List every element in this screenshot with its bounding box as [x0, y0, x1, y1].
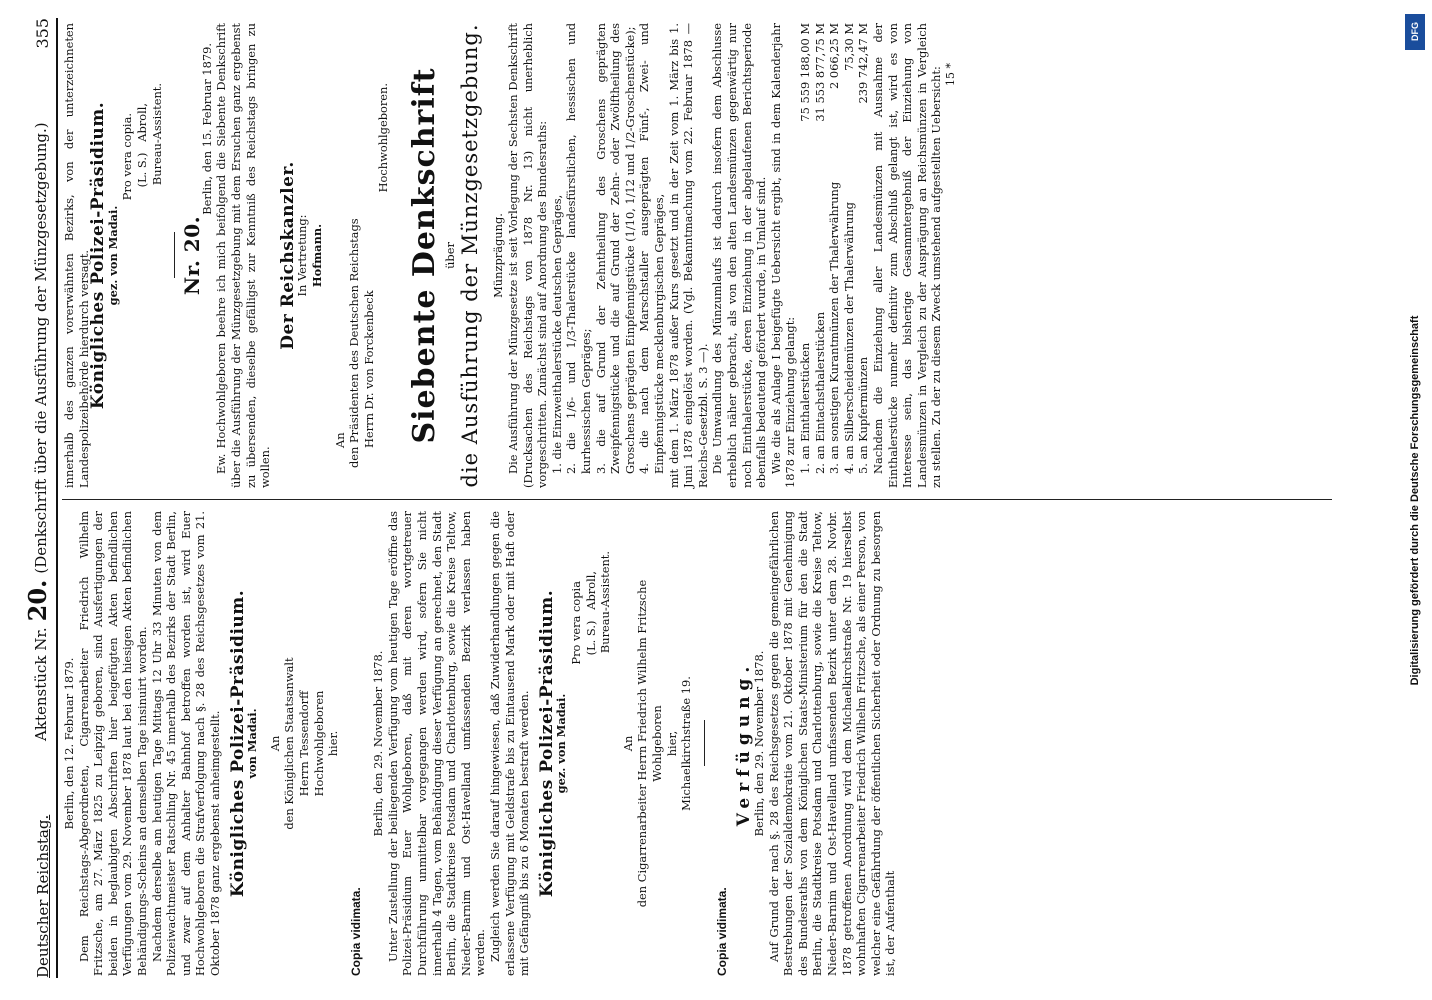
paragraph: Unter Zustellung der beiliegenden Verfügung vom heutigen Tage eröffne das Polizei-Präsidium Euer Wohlgeboren, daß mit deren wortgetreuer Durchführung unmittelbar vorgegangen werden wird, sofern Sie nicht innerhalb 4 Tagen, vom Behändigung dieser Verfügung an gerechnet, den Stadt Berlin, die Stadtkreise Potsdam und Charlottenburg, sowie die Kreise Teltow, Nieder-Barnim und Ost-Havelland umfassenden Bezirk verlassen haben werden. — [385, 511, 488, 976]
page-header — [18, 18, 58, 978]
header-center-suffix: (Denkschrift über die Ausführung der Münzgesetzgebung.) — [32, 122, 50, 574]
date-line: Berlin, den 29. November 1878. — [371, 650, 386, 837]
amount-value: 239 742,47 M — [856, 23, 871, 104]
paragraph: Dem Reichstags-Abgeordneten, Cigarrenarbeiter Friedrich Wilhelm Fritzsche, am 27. März 1825 zu Leipzig geboren, sind Ausfertigungen der beiden in beglaubigten Abschriften hier beigefügten Akten befindlichen Verfügungen vom 29. November 1878 laut bei den hiesigen Akten befindlichen Behändigungs-Scheins an demselben Tage insinuirt worden. — [76, 511, 149, 976]
paragraph: Die Umwandlung des Münzumlaufs ist dadurch insofern dem Abschlusse erheblich näher gebracht, als von den alten Landesmünzen gegenwärtig nur noch Einthalerstücke, deren Einziehung in der abgelaufenen Berichtsperiode ebenfalls bedeutend gefördert wurde, in Umlauf sind. — [710, 23, 769, 488]
dfg-credit-text: Digitalisierung gefördert durch die Deutsche Forschungsgemeinschaft — [1409, 315, 1421, 686]
amount-label: 4. an Silberscheidemünzen der Thalerwährung — [841, 202, 856, 474]
paragraph: Nachdem derselbe am heutigen Tage Mittags 12 Uhr 33 Minuten von dem Polizeiwachtmeister Ratschling Nr. 45 innerhalb des Bezirks der Stadt Berlin, und zwar auf dem Anhalter Bahnhof betroffen worden ist, wird Euer Hochwohlgeboren die Strafverfolgung nach §. 28 des Reichsgesetzes vom 21. Oktober 1878 ganz ergebenst anheimgestellt. — [149, 511, 222, 976]
document-number: Nr. 20. — [180, 215, 205, 296]
document-subtitle: die Ausführung der Münzgesetzgebung. — [458, 23, 483, 488]
copia-vidimata: Copia vidimata. — [714, 887, 729, 976]
address-an: An — [267, 735, 282, 752]
amount-row — [856, 23, 871, 488]
address-line: Hochwohlgeboren — [311, 690, 326, 797]
signature: gez. von Madai. — [554, 693, 569, 794]
amount-label: 3. an sonstigen Kurantmünzen der Thalerwährung — [827, 181, 842, 474]
vertretung: In Vertretung: — [295, 214, 310, 297]
seal-and-name — [135, 103, 150, 488]
address-line: Michaelkirchstraße 19. — [679, 676, 694, 811]
amount-label: 2. an Eintachsthalerstücken — [812, 311, 827, 474]
dfg-credit-strip — [1403, 8, 1427, 993]
header-center-number: 20. — [23, 579, 52, 622]
title-connector: über — [442, 242, 457, 269]
amount-row — [813, 23, 828, 488]
left-column — [62, 511, 898, 976]
dfg-logo: DFG — [1405, 14, 1425, 50]
authority-heading: Königliches Polizei-Präsidium. — [536, 589, 557, 898]
date-line: Berlin, den 15. Februar 1879. — [199, 43, 214, 215]
address-line: den Cigarrenarbeiter Herrn Friedrich Wilhelm Fritzsche — [635, 579, 650, 908]
address-line: hier. — [326, 730, 341, 757]
paragraph: Die Ausführung der Münzgesetze ist seit Vorlegung der Sechsten Denkschrift (Drucksachen des Reichstags von 1878 Nr. 13) nicht unerheblich vorgeschritten. Zunächst sind auf Anordnung des Bundesraths: — [506, 23, 550, 488]
pro-vera-copia: Pro vera copia — [569, 581, 583, 665]
amount-label: 5. an Kupfermünzen — [856, 356, 871, 474]
amount-value: 31 553 877,75 M — [812, 23, 827, 122]
list-item: 1. die Einzweithalerstücke deutschen Gepräges, — [549, 194, 564, 474]
paragraph: Ew. Hochwohlgeboren beehre ich mich beifolgend die Siebente Denkschrift über die Ausführung der Münzgesetzgebung mit dem Ersuchen ganz ergebenst zu übersenden, dieselbe gefälligst zur Kenntniß des Reichstags bringen zu wollen. — [214, 23, 273, 488]
right-column — [62, 23, 958, 488]
header-left: Deutscher Reichstag. — [34, 814, 52, 978]
header-center — [23, 49, 52, 815]
column-divider — [62, 499, 1332, 500]
list-item: 4. die nach dem Marschstaller ausgeprägten Fünf-, Zwei- und Einpfennigstücke mecklenburgischen Gepräges, — [637, 23, 666, 474]
copia-vidimata: Copia vidimata. — [348, 887, 363, 976]
chancellor-heading: Der Reichskanzler. — [277, 161, 298, 350]
date-line: Berlin, den 29. November 1878. — [751, 650, 766, 837]
amount-row — [827, 23, 842, 488]
paragraph: mit dem 1. März 1878 außer Kurs gesetzt und in der Zeit vom 1. März bis 1. Juni 1878 eingelöst worden. (Vgl. Bekanntmachung vom 22. Februar 1878 — Reichs-Gesetzbl. S. 3 —). — [666, 23, 710, 488]
paragraph: innerhalb des ganzen vorerwähnten Bezirks, von der unterzeichneten Landespolizeibehörde hierdurch versagt. — [62, 23, 91, 488]
header-center-prefix: Aktenstück Nr. — [32, 627, 50, 741]
paragraph: Auf Grund der nach §. 28 des Reichsgesetzes gegen die gemeingefährlichen Bestrebungen der Sozialdemokratie vom 21. Oktober 1878 mit Genehmigung des Bundesraths von dem Königlichen Staats-Ministerium für den die Stadt Berlin, die Stadtkreise Potsdam und Charlottenburg, sowie die Kreise Teltow, Nieder-Barnim und Ost-Havelland umfassenden Bezirk unter dem 28. Novbr. 1878 getroffenen Anordnung wird dem Michaelkirchstraße Nr. 19 hierselbst wohnhaften Cigarrenarbeiter Friedrich Wilhelm Fritzsche, als einer Person, von welcher eine Gefährdung der öffentlichen Sicherheit oder Ordnung zu besorgen ist, der Aufenthalt — [766, 511, 898, 976]
address-line: Herrn Tessendorff — [296, 690, 311, 797]
list-item: 3. die auf Grund der Zehntheilung des Groschens geprägten Zweipfennigstücke und die auf Grund der Zehn- oder Zwölftheilung des Groschens geprägten Einpfennigstücke (1/10, 1/12 und 1/2-Groschenstücke); — [593, 23, 637, 474]
amount-value: 75 559 188,00 M — [797, 23, 812, 122]
clerk-title: Bureau-Assistent. — [598, 551, 613, 654]
paragraph: Zugleich werden Sie darauf hingewiesen, daß Zuwiderhandlungen gegen die erlassene Verfügung mit Geldstrafe bis zu Eintausend Mark oder mit Haft oder mit Gefängniß bis zu 6 Monaten bestraft werden. — [488, 511, 532, 976]
address-line: hier, — [664, 730, 679, 757]
signature: Hofmann. — [309, 223, 324, 288]
document-title: Siebente Denkschrift — [406, 67, 442, 444]
address-line: Herrn Dr. von Forckenbeck — [361, 290, 376, 448]
date-line: Berlin, den 12. Februar 1879. — [62, 657, 76, 830]
pro-vera-copia: Pro vera copia. — [120, 113, 135, 201]
address-line: den Präsidenten des Deutschen Reichstags — [347, 218, 362, 468]
signature-mark: 15 * — [943, 63, 957, 86]
authority-heading: Königliches Polizei-Präsidium. — [88, 101, 109, 410]
clerk-name: Abroll, — [134, 103, 149, 142]
address-line: Wohlgeboren — [649, 705, 664, 782]
section-heading: Münzprägung. — [491, 213, 506, 298]
page-number: 355 — [33, 18, 52, 49]
seal-mark: (L. S.) — [583, 620, 598, 656]
clerk-name: Abroll, — [583, 571, 598, 610]
list-item: 2. die 1/6- und 1/3-Thalerstücke landesfürstlichen, hessischen und kurhessischen Gepräges; — [564, 23, 594, 474]
amount-row — [842, 23, 857, 488]
seal-and-name — [584, 571, 599, 976]
amount-label: 1. an Einthalerstücken — [797, 342, 812, 474]
clerk-title: Bureau-Assistent. — [149, 83, 164, 186]
paragraph: Wie die als Anlage I beigefügte Uebersicht ergibt, sind in dem Kalenderjahr 1878 zur Einziehung gelangt: — [768, 23, 798, 488]
verfuegung-heading: Verfügung. — [734, 660, 755, 827]
signature: gez. von Madai. — [105, 205, 120, 306]
signature: von Madai. — [245, 708, 260, 779]
amount-value: 75,30 M — [841, 23, 856, 71]
amount-row — [798, 23, 813, 488]
address-line: Hochwohlgeboren. — [376, 83, 391, 193]
authority-heading: Königliches Polizei-Präsidium. — [227, 589, 248, 898]
amount-value: 2 066,25 M — [827, 23, 842, 90]
paragraph: Nachdem die Einziehung aller Landesmünzen mit Ausnahme der Einthalerstücke numehr definitiv zum Abschluß gelangt ist, wird es von Interesse sein, das bisherige Gesammtergebniß der Einziehung von Landesmünzen in Vergleich zu der Ausprägung an Reichsmünzen in Vergleich zu stellen. Zu der zu diesem Zweck umstehend aufgestellten Uebersicht: — [870, 23, 944, 488]
address-an: An — [620, 735, 635, 752]
address-an: An — [332, 432, 347, 448]
address-line: den Königlichen Staatsanwalt — [282, 657, 297, 830]
seal-mark: (L. S.) — [134, 152, 149, 188]
